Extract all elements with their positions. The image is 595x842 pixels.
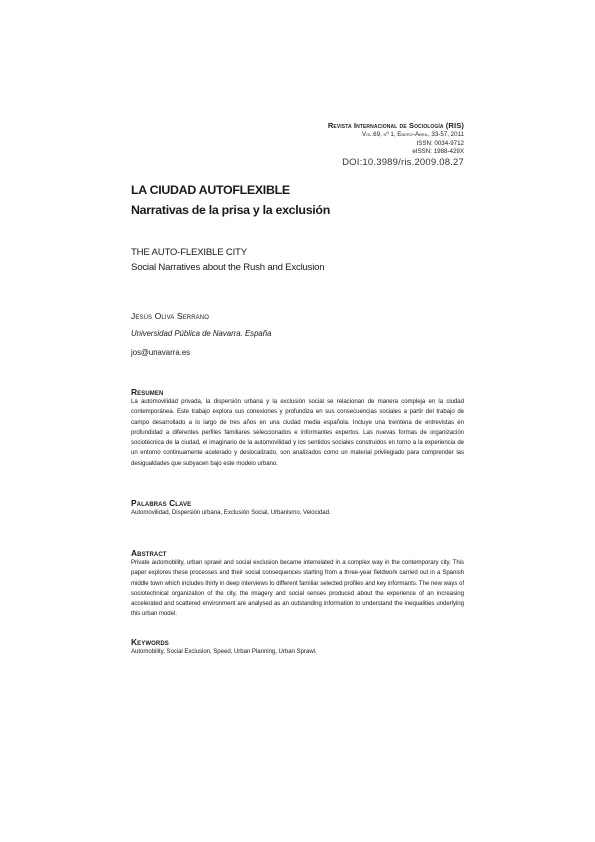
doi-link[interactable]: DOI:10.3989/ris.2009.08.27 xyxy=(342,156,464,168)
author-name: Jesús Oliva Serrano xyxy=(131,311,209,321)
abstract-heading: Abstract xyxy=(131,548,167,558)
english-title-block xyxy=(131,247,471,274)
journal-header xyxy=(328,121,464,168)
eissn: eISSN: 1988-429X xyxy=(412,148,464,156)
resumen-body: La automovilidad privada, la dispersión urbana y la exclusión social se relacionan de manera compleja en la ciudad contemporánea. Este trabajo explora sus conexiones y profundiza en sus consecuencias sociales a partir del trabajo de campo desarrollado a lo largo de tres años en una ciudad media española. Incluye una treintena de entrevistas en profundidad a diferentes perfiles familiares seleccionados e informantes expertos. Las nuevas formas de organización sociotécnica de la ciudad, el imaginario de la automovilidad y los sentidos sociales construidos en torno a la experiencia de un entorno continuamente acelerado y deslocalizado, son analizados como un material privilegiado para comprender las desigualdades que subyacen bajo este modelo urbano. xyxy=(131,398,464,467)
palabras-clave-section xyxy=(131,498,464,518)
article-subtitle-en: Social Narratives about the Rush and Exclusion xyxy=(131,262,325,273)
article-subtitle: Narrativas de la prisa y la exclusión xyxy=(131,203,330,217)
article-title-en: THE AUTO-FLEXIBLE CITY xyxy=(131,247,247,258)
title-block xyxy=(131,183,471,218)
keywords-section xyxy=(131,637,464,657)
author-block xyxy=(131,311,471,358)
issn: ISSN: 0034-9712 xyxy=(416,139,464,147)
palabras-clave-body: Automovilidad, Dispersión urbana, Exclusión Social, Urbanismo, Velocidad. xyxy=(131,509,331,516)
volume-info: Vol.69, nº 1, Enero-Abril, 33-57, 2011 xyxy=(361,131,464,138)
article-title: LA CIUDAD AUTOFLEXIBLE xyxy=(131,183,290,197)
resumen-section xyxy=(131,387,464,469)
abstract-section xyxy=(131,548,464,620)
keywords-heading: Keywords xyxy=(131,637,169,647)
journal-name: Revista Internacional de Sociología (RIS) xyxy=(327,121,464,130)
keywords-body: Automobility, Social Exclusion, Speed, Urban Planning, Urban Sprawl. xyxy=(131,648,317,655)
palabras-clave-heading: Palabras Clave xyxy=(131,498,192,508)
author-affiliation: Universidad Pública de Navarra. España xyxy=(131,329,272,338)
author-email[interactable]: jos@unavarra.es xyxy=(131,348,191,357)
resumen-heading: Resumen xyxy=(131,387,164,397)
abstract-body: Private automobility, urban sprawl and social exclusion became interrelated in a complex way in the contemporary city. This paper explores these processes and their social consequences starting from a three-year fieldwork carried out in a Spanish middle town which includes thirty in deep interviews to different familiar selected profiles and key informants. The new ways of sociotechnical organization of the city, the imagery and social senses produced about the experience of an increasing accelerated and scattered environment are analysed as an outstanding information to understand the inequalities underlying this urban model. xyxy=(131,559,464,618)
